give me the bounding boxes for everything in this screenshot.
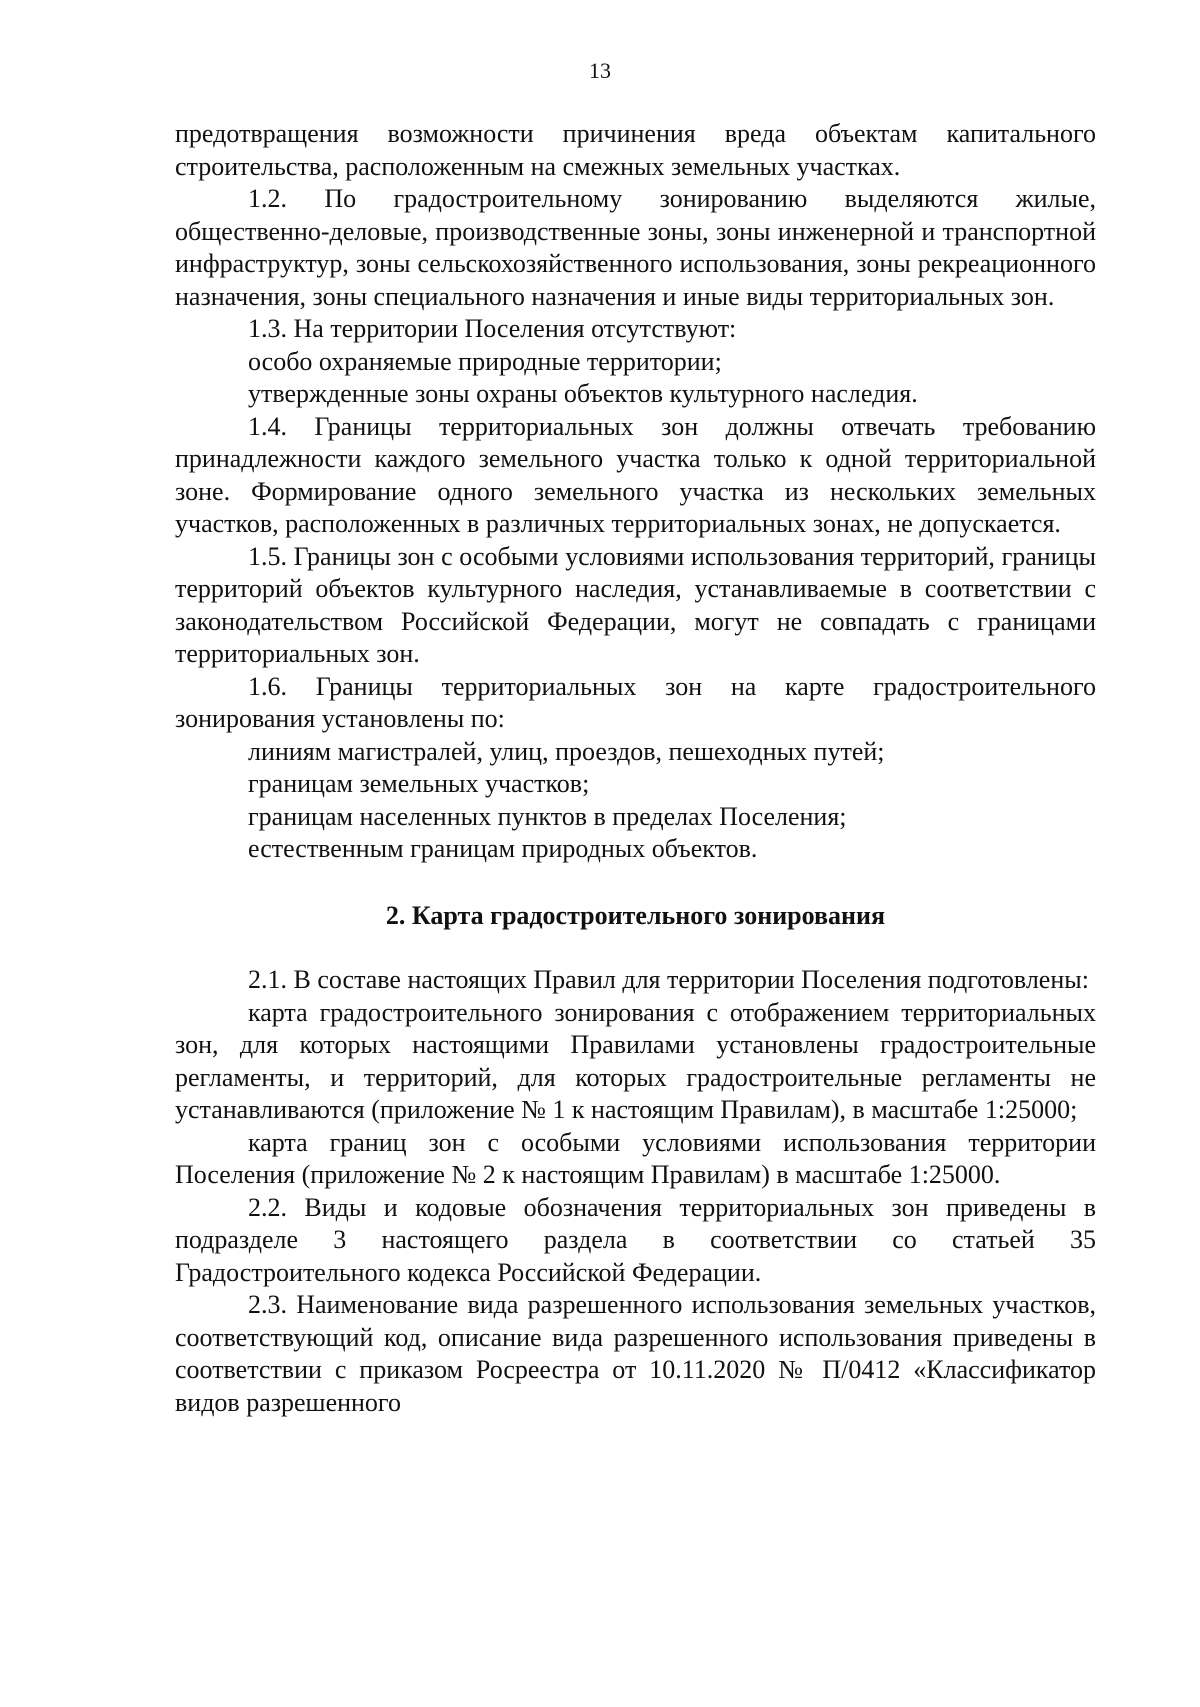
paragraph-1-5: 1.5. Границы зон с особыми условиями использования территорий, границы территорий объектов культурного наследия, устанавливаемые в соответствии с законодательством Российской Федерации, могут не совпадать с границами территориальных зон. <box>175 541 1096 668</box>
paragraph-1-3-item: особо охраняемые природные территории; <box>248 346 722 376</box>
paragraph-1-6-item: границам населенных пунктов в пределах Поселения; <box>248 801 847 831</box>
page-number: 13 <box>589 58 611 83</box>
paragraph-continuation: предотвращения возможности причинения вреда объектам капитального строительства, расположенным на смежных земельных участках. <box>175 119 1096 181</box>
paragraph-2-1-item: карта границ зон с особыми условиями использования территории Поселения (приложение № 2 к настоящим Правилам) в масштабе 1:25000. <box>175 1127 1096 1189</box>
paragraph-1-6-item: границам земельных участков; <box>248 769 590 798</box>
paragraph-1-4: 1.4. Границы территориальных зон должны отвечать требованию принадлежности каждого земельного участка только к одной территориальной зоне. Формирование одного земельного участка из нескольких земельных участков, расположенных в различных территориальных зонах, не допускается. <box>175 411 1096 538</box>
paragraph-2-1: 2.1. В составе настоящих Правил для территории Поселения подготовлены: <box>248 965 1089 994</box>
paragraph-1-6-item: естественным границам природных объектов. <box>248 834 758 863</box>
paragraph-1-2: 1.2. По градостроительному зонированию выделяются жилые, общественно-деловые, производственные зоны, зоны инженерной и транспортной инфраструктур, зоны сельскохозяйственного использования, зоны рекреационного назначения, зоны специального назначения и иные виды территориальных зон. <box>175 184 1096 311</box>
paragraph-2-1-item: карта градостроительного зонирования с отображением территориальных зон, для которых настоящими Правилами установлены градостроительные регламенты, и территорий, для которых градостроительные регламенты не устанавливаются (приложение № 1 к настоящим Правилам), в масштабе 1:25000; <box>175 997 1096 1124</box>
paragraph-1-3-item: утвержденные зоны охраны объектов культурного наследия. <box>248 379 918 408</box>
paragraph-2-3: 2.3. Наименование вида разрешенного использования земельных участков, соответствующий код, описание вида разрешенного использования приведены в соответствии с приказом Росреестра от 10.11.2020 № П/0412 «Классификатор видов разрешенного <box>175 1290 1096 1417</box>
section-heading: 2. Карта градостроительного зонирования <box>385 900 886 930</box>
paragraph-1-3: 1.3. На территории Поселения отсутствуют: <box>248 314 737 343</box>
paragraph-2-2: 2.2. Виды и кодовые обозначения территориальных зон приведены в подразделе 3 настоящего раздела в соответствии со статьей 35 Градостроительного кодекса Российской Федерации. <box>175 1192 1096 1287</box>
document-body <box>175 118 1096 1419</box>
paragraph-1-6-item: линиям магистралей, улиц, проездов, пешеходных путей; <box>248 736 885 766</box>
paragraph-1-6: 1.6. Границы территориальных зон на карте градостроительного зонирования установлены по: <box>175 671 1096 733</box>
